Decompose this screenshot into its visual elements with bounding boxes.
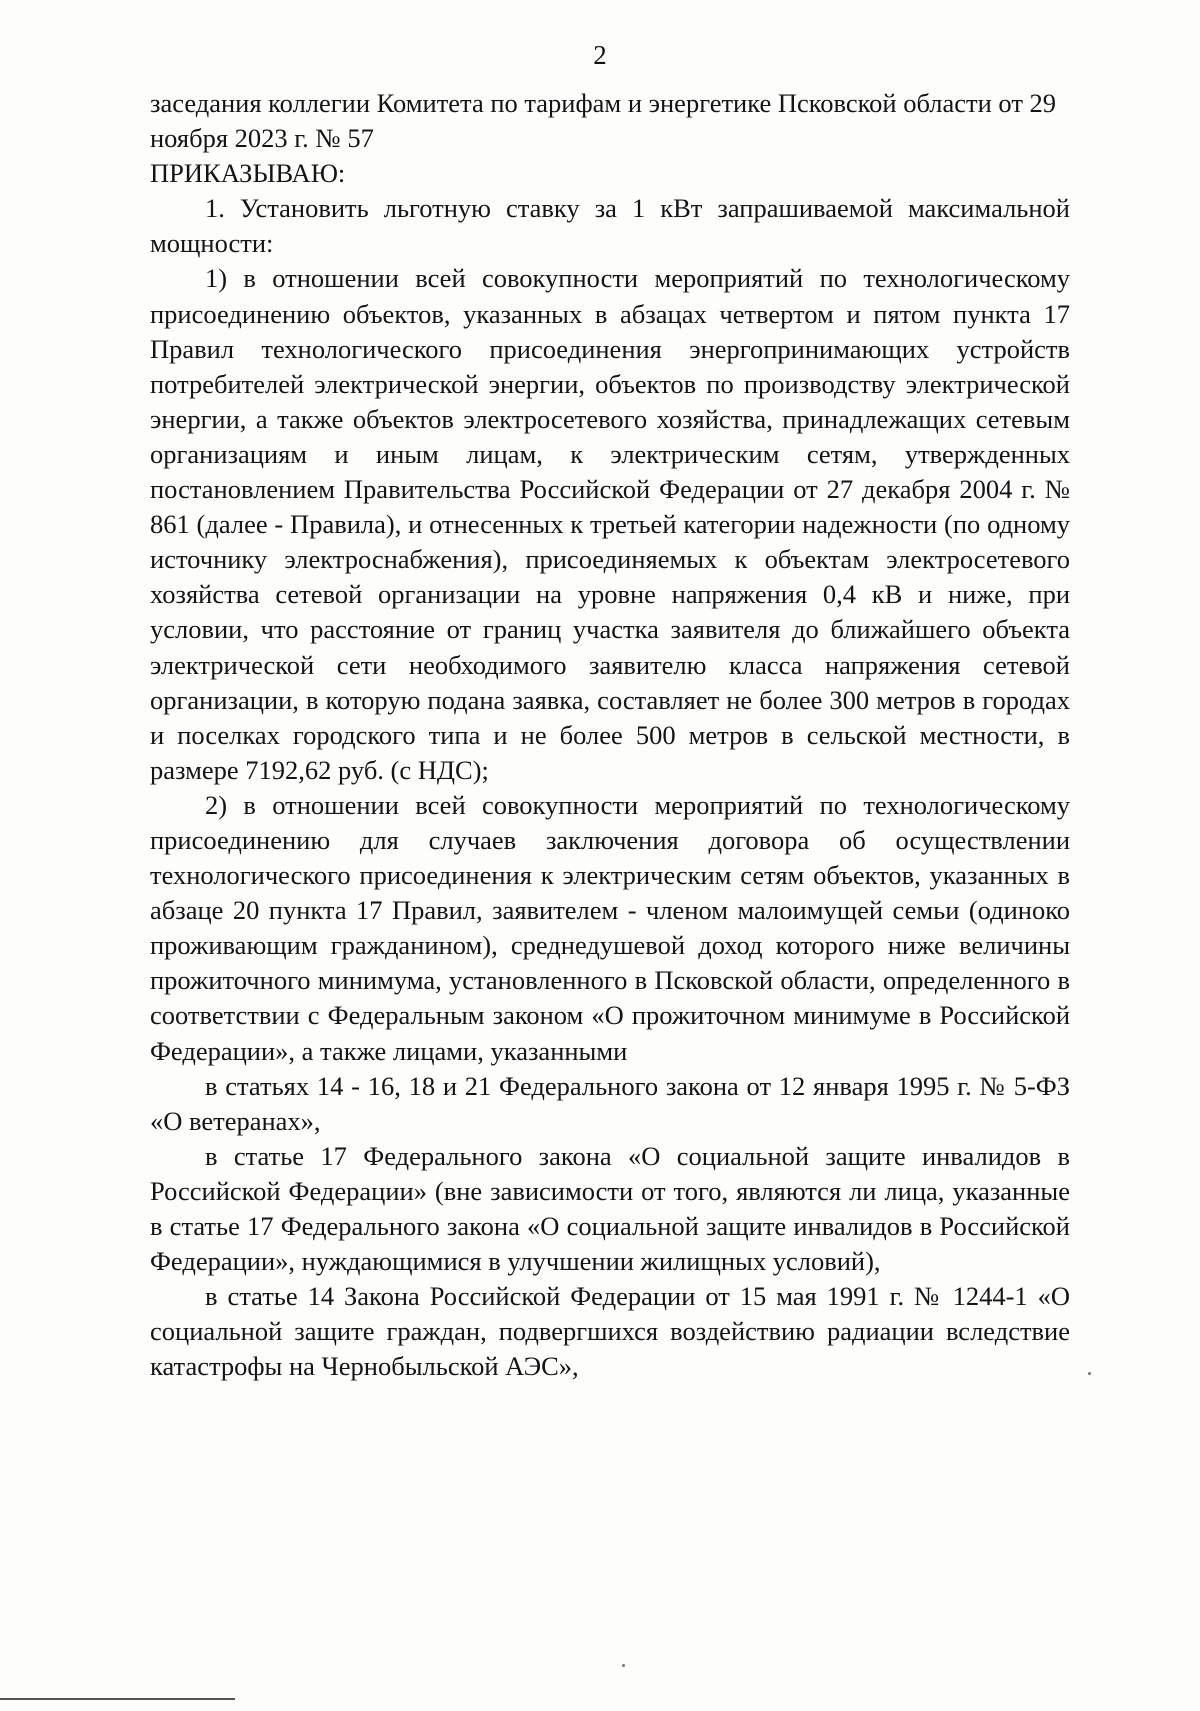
scan-speck <box>622 1664 625 1667</box>
scan-edge-line <box>0 1698 235 1700</box>
paragraph-veterans: в статьях 14 - 16, 18 и 21 Федерального закона от 12 января 1995 г. № 5-ФЗ «О ветеранах», <box>150 1070 1070 1136</box>
scan-speck <box>1088 1372 1091 1375</box>
paragraph-1-2: 2) в отношении всей совокупности мероприятий по технологическому присоединению для случаев заключения договора об осуществлении технологического присоединения к электрическим сетям объектов, указанных в абзаце 20 пункта 17 Правил, заявителем - членом малоимущей семьи (одиноко проживающим гражданином), среднедушевой доход которого ниже величины прожиточного минимума, установленного в Псковской области, определенного в соответствии с Федеральным законом «О прожиточном минимуме в Российской Федерации», а также лицами, указанными <box>150 789 1070 1066</box>
paragraph-1-1: 1) в отношении всей совокупности мероприятий по технологическому присоединению объектов, указанных в абзацах четвертом и пятом пункта 17 Правил технологического присоединения энергопринимающих устройств потребителей электрической энергии, объектов по производству электрической энергии, а также объектов электросетевого хозяйства, принадлежащих сетевым организациям и иным лицам, к электрическим сетям, утвержденных постановлением Правительства Российской Федерации от 27 декабря 2004 г. № 861 (далее - Правила), и отнесенных к третьей категории надежности (по одному источнику электроснабжения), присоединяемых к объектам электросетевого хозяйства сетевой организации на уровне напряжения 0,4 кВ и ниже, при условии, что расстояние от границ участка заявителя до ближайшего объекта электрической сети необходимого заявителю класса напряжения сетевой организации, в которую подана заявка, составляет не более 300 метров в городах и поселках городского типа и не более 500 метров в сельской местности, в размере 7192,62 руб. (с НДС); <box>150 263 1070 785</box>
paragraph-chernobyl: в статье 14 Закона Российской Федерации от 15 мая 1991 г. № 1244-1 «О социальной защите граждан, подвергшихся воздействию радиации вследствие катастрофы на Чернобыльской АЭС», <box>150 1281 1070 1382</box>
paragraph-disabled: в статье 17 Федерального закона «О социальной защите инвалидов в Российской Федерации» (вне зависимости от того, являются ли лица, указанные в статье 17 Федерального закона «О социальной защите инвалидов в Российской Федерации», нуждающимися в улучшении жилищных условий), <box>150 1140 1070 1277</box>
document-body <box>150 86 1070 1384</box>
paragraph-1: 1. Установить льготную ставку за 1 кВт запрашиваемой максимальной мощности: <box>150 193 1070 259</box>
preamble-text: заседания коллегии Комитета по тарифам и энергетике Псковской области от 29 ноября 2023 г. № 57 <box>150 88 1057 154</box>
order-heading: ПРИКАЗЫВАЮ: <box>150 158 346 189</box>
page-number: 2 <box>593 40 607 70</box>
